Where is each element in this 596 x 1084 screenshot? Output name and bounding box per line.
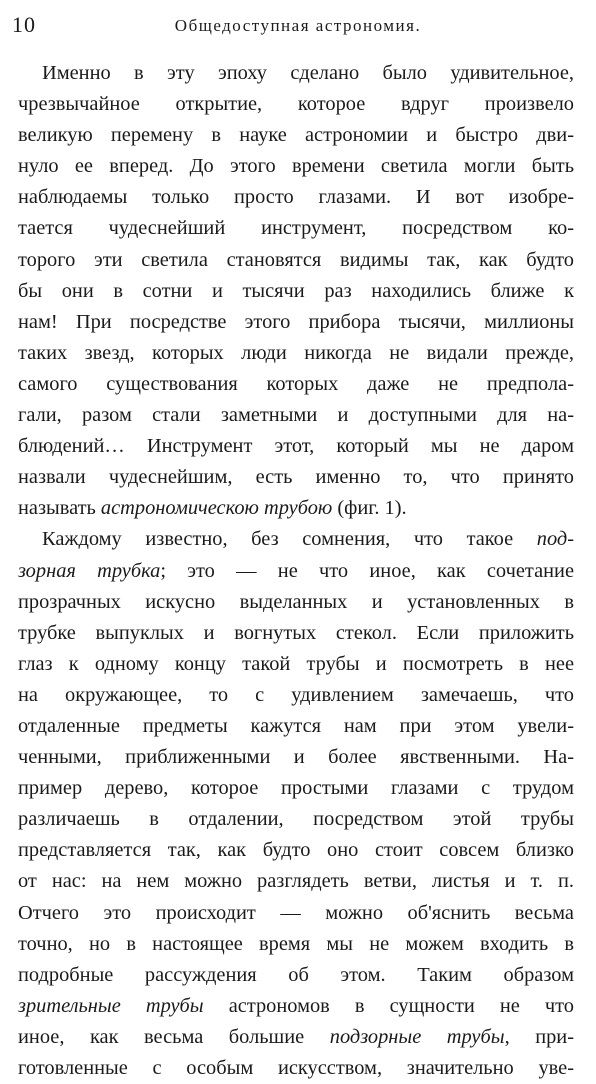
- text-line: [18, 431, 574, 462]
- text-line: [18, 245, 574, 276]
- text-segment: тается чудеснейший инструмент, посредством ко-: [18, 217, 574, 240]
- text-segment: нуло ее вперед. До этого времени светила могли быть: [18, 155, 574, 178]
- text-line: [18, 493, 574, 524]
- text-segment: великую перемену в науке астрономии и быстро дви-: [18, 124, 574, 147]
- text-line: [18, 151, 574, 182]
- text-segment: глаз к одному концу такой трубы и посмотреть в нее: [18, 652, 574, 675]
- text-segment: трубке выпуклых и вогнутых стекол. Если приложить: [18, 621, 574, 644]
- text-line: [18, 89, 574, 120]
- text-segment: , при-: [504, 1025, 574, 1048]
- text-segment: Именно в эту эпоху сделано было удивительное,: [42, 62, 574, 84]
- text-line: [18, 898, 574, 929]
- text-segment: астрономов в сущности не что: [203, 994, 575, 1017]
- text-segment: гали, разом стали заметными и доступными для на-: [18, 404, 574, 427]
- running-title: Общедоступная астрономия.: [174, 16, 422, 35]
- text-segment: на окружающее, то с удивлением замечаешь, что: [18, 683, 574, 706]
- text-line: [18, 680, 574, 711]
- text-line: [18, 835, 574, 866]
- text-line: [18, 400, 574, 431]
- text-line: [18, 1053, 574, 1084]
- text-line: [18, 866, 574, 897]
- text-line: [18, 58, 574, 89]
- text-segment: торого эти светила становятся видимы так, как будто: [18, 248, 574, 271]
- text-line: [18, 960, 574, 991]
- text-line: [18, 338, 574, 369]
- text-line: [18, 213, 574, 244]
- text-segment: отдаленные предметы кажутся нам при этом увели-: [18, 714, 574, 737]
- text-segment: ченными, приближенными и более явственными. На-: [18, 746, 574, 769]
- text-line: [18, 120, 574, 151]
- text-segment: наблюдаемы только просто глазами. И вот изобре-: [18, 186, 574, 209]
- text-segment: Каждому известно, без сомнения, что такое: [42, 528, 537, 551]
- text-segment: блюдений… Инструмент этот, который мы не даром: [18, 435, 574, 458]
- text-line: [18, 804, 574, 835]
- text-line: [18, 182, 574, 213]
- text-line: [18, 991, 574, 1022]
- text-segment: называть: [18, 497, 101, 520]
- text-line: [18, 618, 574, 649]
- text-segment: подробные рассуждения об этом. Таким образом: [18, 963, 574, 986]
- text-segment: самого существования которых даже не предпола-: [18, 372, 574, 395]
- text-line: [18, 462, 574, 493]
- text-segment: Отчего это происходит — можно об'яснить весьма: [18, 901, 574, 924]
- text-line: [18, 1022, 574, 1053]
- text-segment: представляется так, как будто оно стоит совсем близко: [18, 839, 574, 862]
- text-line: [18, 587, 574, 618]
- italic-term: зрительные трубы: [18, 994, 204, 1017]
- text-segment: (фиг. 1).: [332, 497, 407, 520]
- text-line: [18, 369, 574, 400]
- italic-term: подзорные трубы: [329, 1025, 505, 1048]
- text-line: [18, 524, 574, 555]
- text-line: [18, 276, 574, 307]
- text-segment: чрезвычайное открытие, которое вдруг произвело: [18, 93, 574, 116]
- text-line: [18, 929, 574, 960]
- italic-term: под-: [536, 528, 574, 551]
- text-segment: иное, как весьма большие: [18, 1025, 330, 1048]
- page-header: [0, 10, 596, 40]
- body-text: [18, 58, 574, 1084]
- italic-term: астрономическою трубою: [100, 497, 333, 520]
- text-segment: пример дерево, которое простыми глазами с трудом: [18, 777, 574, 800]
- text-segment: назвали чудеснейшим, есть именно то, что принято: [18, 466, 574, 489]
- text-segment: готовленные с особым искусством, значительно уве-: [18, 1057, 574, 1079]
- text-segment: прозрачных искусно выделанных и установленных в: [18, 590, 574, 613]
- text-segment: бы они в сотни и тысячи раз находились ближе к: [18, 279, 574, 302]
- text-line: [18, 307, 574, 338]
- text-segment: различаешь в отдалении, посредством этой трубы: [18, 808, 574, 831]
- text-line: [18, 649, 574, 680]
- text-line: [18, 556, 574, 587]
- text-segment: нам! При посредстве этого прибора тысячи, миллионы: [18, 310, 574, 333]
- text-segment: от нас: на нем можно разглядеть ветви, листья и т. п.: [18, 870, 574, 893]
- text-segment: ; это — не что иное, как сочетание: [160, 559, 574, 582]
- text-line: [18, 711, 574, 742]
- italic-term: зорная трубка: [18, 559, 161, 582]
- text-segment: таких звезд, которых люди никогда не видали прежде,: [18, 341, 574, 364]
- text-line: [18, 742, 574, 773]
- page-number: 10: [12, 12, 36, 37]
- text-line: [18, 773, 574, 804]
- text-segment: точно, но в настоящее время мы не можем входить в: [18, 932, 574, 955]
